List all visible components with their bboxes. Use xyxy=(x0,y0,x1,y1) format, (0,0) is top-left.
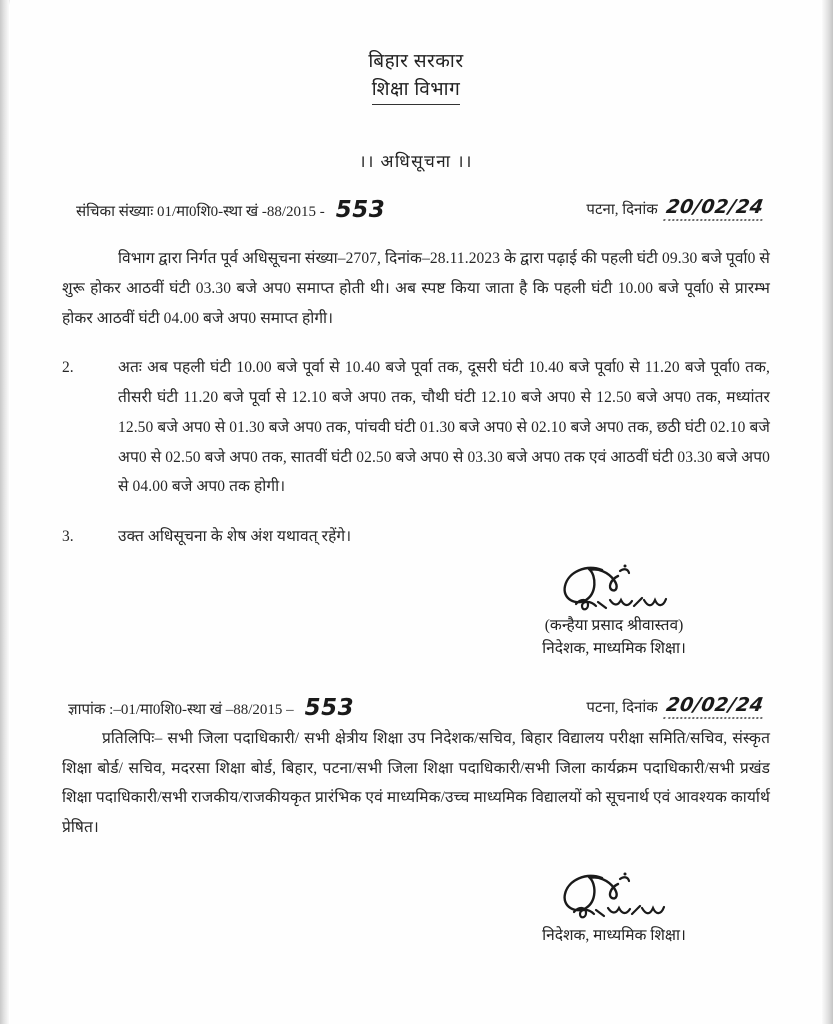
paragraph-2-marker: 2. xyxy=(62,359,74,377)
memo-place-date-label: पटना, दिनांक xyxy=(586,700,658,717)
file-number-handwritten: 553 xyxy=(335,197,386,224)
reference-row xyxy=(62,196,770,222)
notification-title: ।। अधिसूचना ।। xyxy=(359,152,473,172)
signature-block-bottom xyxy=(464,868,764,947)
signatory-designation: निदेशक, माध्यमिक शिक्षा। xyxy=(542,640,686,658)
scan-edge-right xyxy=(822,0,833,1024)
memo-number-line xyxy=(68,694,354,720)
paragraph-2 xyxy=(62,353,770,502)
file-number-label: संचिका संख्याः 01/मा0शि0-स्था खं -88/2015 - xyxy=(76,204,325,221)
issue-date-handwritten: 20/02/24 xyxy=(663,196,766,221)
place-date-label: पटना, दिनांक xyxy=(586,202,658,219)
paragraph-3-marker: 3. xyxy=(62,528,74,546)
scan-edge-left xyxy=(0,0,9,1024)
government-name: बिहार सरकार xyxy=(368,51,464,72)
paragraph-2-text: अतः अब पहली घंटी 10.00 बजे पूर्वा से 10.40 बजे पूर्वा तक, दूसरी घंटी 10.40 बजे पूर्वा0 से 11.20 बजे पूर्वा0 तक, तीसरी घंटी 11.20 बजे पूर्वा से 12.10 बजे अप0 तक, चौथी घंटी 12.10 बजे अप0 से 12.50 बजे अप0 तक, मध्यांतर 12.50 बजे अप0 से 01.30 बजे अप0 तक, पांचवी घंटी 01.30 बजे अप0 से 02.10 बजे अप0 तक, छठी घंटी 02.10 बजे अप0 से 02.50 बजे अप0 तक, सातवीं घंटी 02.50 बजे अप0 से 03.30 बजे अप0 तक एवं आठवीं घंटी 03.30 बजे अप0 से 04.00 बजे अप0 तक होगी। xyxy=(118,359,770,496)
paragraph-1: विभाग द्वारा निर्गत पूर्व अधिसूचना संख्या–2707, दिनांक–28.11.2023 के द्वारा पढ़ाई की पहली घंटी 09.30 बजे पूर्वा0 से शुरू होकर आठवीं घंटी 03.30 बजे अप0 समाप्त होती थी। अब स्पष्ट किया जाता है कि पहली घंटी 10.00 बजे पूर्वा0 से प्रारम्भ होकर आठवीं घंटी 04.00 बजे अप0 समाप्त होगी। xyxy=(62,250,770,327)
memo-place-date-line xyxy=(586,695,770,720)
paragraph-3 xyxy=(62,522,770,552)
memo-number-handwritten: 553 xyxy=(304,695,355,722)
place-date-line xyxy=(586,197,770,222)
handwritten-signature-bottom-icon xyxy=(464,868,764,924)
signature-block-top xyxy=(464,562,764,661)
memo-number-label: ज्ञापांक :–01/मा0शि0-स्था खं –88/2015 – xyxy=(68,702,294,719)
memo-row xyxy=(62,694,770,720)
document-body xyxy=(10,0,822,1024)
file-number-line xyxy=(76,196,385,222)
handwritten-signature-icon xyxy=(464,562,764,618)
distribution-list: प्रतिलिपिः– सभी जिला पदाधिकारी/ सभी क्षेत्रीय शिक्षा उप निदेशक/सचिव, बिहार विद्यालय परीक्षा समिति/सचिव, संस्कृत शिक्षा बोर्ड/ सचिव, मदरसा शिक्षा बोर्ड, बिहार, पटना/सभी जिला शिक्षा पदाधिकारी/सभी जिला कार्यक्रम पदाधिकारी/सभी प्रखंड शिक्षा पदाधिकारी/सभी राजकीय/राजकीयकृत प्रारंभिक एवं माध्यमिक/उच्च माध्यमिक विद्यालयों को सूचनार्थ एवं आवश्यक कार्यार्थ प्रेषित। xyxy=(62,730,770,836)
paragraph-3-text: उक्त अधिसूचना के शेष अंश यथावत् रहेंगे। xyxy=(118,528,352,546)
document-masthead xyxy=(62,48,770,105)
memo-date-handwritten: 20/02/24 xyxy=(663,694,766,719)
signatory-designation-bottom: निदेशक, माध्यमिक शिक्षा। xyxy=(542,927,686,945)
department-name: शिक्षा विभाग xyxy=(372,76,461,106)
signatory-name: (कन्हैया प्रसाद श्रीवास्तव) xyxy=(544,616,684,634)
